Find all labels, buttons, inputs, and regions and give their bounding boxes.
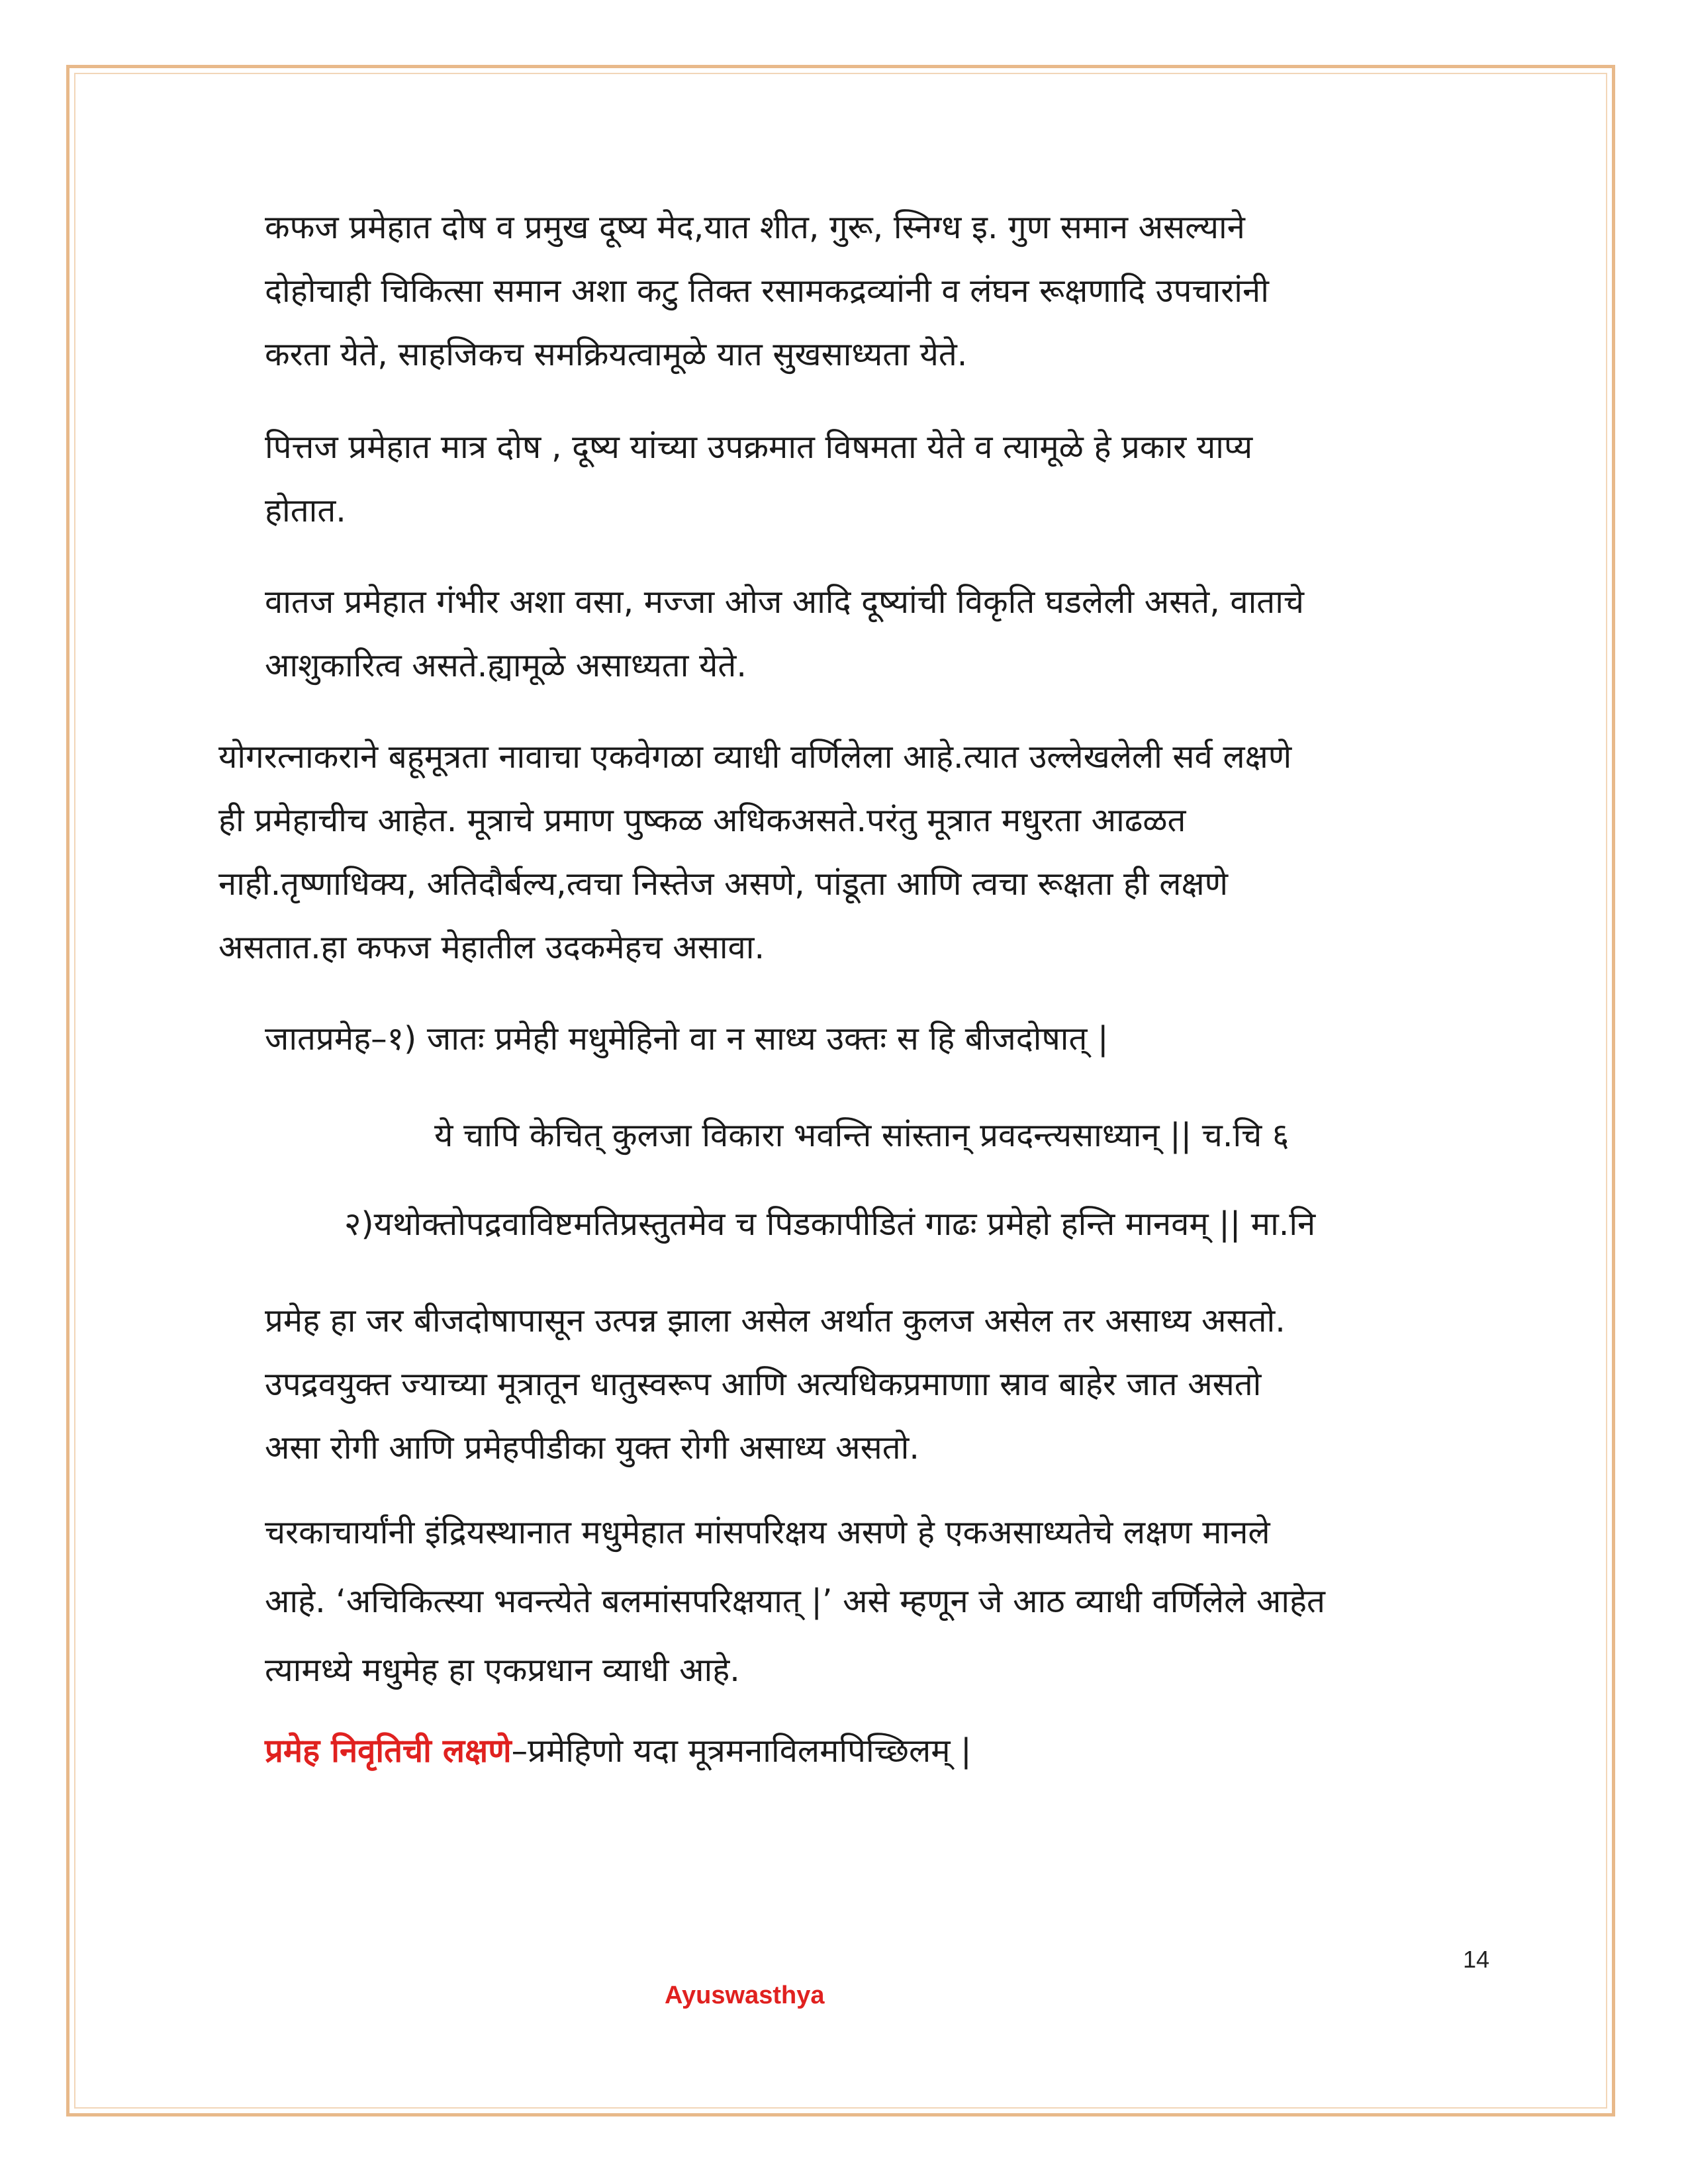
text-line: ही प्रमेहाचीच आहेत. मूत्राचे प्रमाण पुष्कळ अधिकअसते.परंतु मूत्रात मधुरता आढळत <box>218 801 1186 839</box>
paragraph-jataprameha-verse-1 <box>265 1007 1108 1071</box>
text-line: करता येते, साहजिकच समक्रियत्वामूळे यात सुखसाध्यता येते. <box>265 336 968 373</box>
text-line: असा रोगी आणि प्रमेहपीडीका युक्त रोगी असाध्य असतो. <box>265 1429 919 1467</box>
text-line: जातप्रमेह–१) जातः प्रमेही मधुमेहिनो वा न साध्य उक्तः स हि बीजदोषात् | <box>265 1020 1109 1058</box>
text-line: त्यामध्ये मधुमेह हा एकप्रधान व्याधी आहे. <box>265 1651 740 1689</box>
verse-madhava-nidana <box>344 1193 1315 1256</box>
verse-text: –प्रमेहिणो यदा मूत्रमनाविलमपिच्छिलम् | <box>511 1732 972 1770</box>
verse-charaka-chikitsa <box>434 1104 1289 1167</box>
page-number: 14 <box>1462 1946 1489 1973</box>
text-line: योगरत्नाकराने बहूमूत्रता नावाचा एकवेगळा व्याधी वर्णिलेला आहे.त्यात उल्लेखलेली सर्व लक्षणे <box>218 738 1292 776</box>
paragraph-charakacharya <box>265 1498 1325 1705</box>
paragraph-asadhya-prameha <box>265 1289 1286 1480</box>
text-line: उपद्रवयुक्त ज्याच्या मूत्रातून धातुस्वरूप आणि अत्यधिकप्रमाणाा स्राव बाहेर जात असतो <box>265 1365 1262 1403</box>
text-line: कफज प्रमेहात दोष व प्रमुख दूष्य मेद,यात शीत, गुरू, स्निग्ध इ. गुण समान असल्याने <box>265 208 1245 246</box>
text-line: नाही.तृष्णाधिक्य, अतिदौर्बल्य,त्वचा निस्तेज असणे, पांडूता आणि त्वचा रूक्षता ही लक्षणे <box>218 865 1229 903</box>
section-heading: प्रमेह निवृतिची लक्षणे <box>265 1732 512 1770</box>
text-line: प्रमेह हा जर बीजदोषापासून उत्पन्न झाला असेल अर्थात कुलज असेल तर असाध्य असतो. <box>265 1302 1286 1340</box>
text-line: चरकाचार्यांनी इंद्रियस्थानात मधुमेहात मांसपरिक्षय असणे हे एकअसाध्यतेचे लक्षण मानले <box>265 1514 1270 1551</box>
text-line: ये चापि केचित् कुलजा विकारा भवन्ति सांस्तान् प्रवदन्त्यसाध्यान् || च.चि ६ <box>434 1116 1289 1154</box>
paragraph-pittaja-prameha <box>265 416 1252 543</box>
text-line: वातज प्रमेहात गंभीर अशा वसा, मज्जा ओज आदि दूष्यांची विकृति घडलेली असते, वाताचे <box>265 583 1305 621</box>
paragraph-bahumutrata <box>218 725 1291 979</box>
paragraph-kaphaja-prameha <box>265 196 1269 387</box>
paragraph-vataja-prameha <box>265 570 1304 698</box>
text-line: आहे. ‘अचिकित्स्या भवन्त्येते बलमांसपरिक्षयात् |’ असे म्हणून जे आठ व्याधी वर्णिलेले आहेत <box>265 1582 1325 1620</box>
footer-brand: Ayuswasthya <box>665 1981 825 2009</box>
text-line: २)यथोक्तोपद्रवाविष्टमतिप्रस्तुतमेव च पिडकापीडितं गाढः प्रमेहो हन्ति मानवम् || मा.नि <box>344 1205 1316 1243</box>
text-line: असतात.हा कफज मेहातील उदकमेहच असावा. <box>218 929 765 966</box>
text-line: आशुकारित्व असते.ह्यामूळे असाध्यता येते. <box>265 647 747 684</box>
text-line: होतात. <box>265 492 346 529</box>
text-line: पित्तज प्रमेहात मात्र दोष , दूष्य यांच्या उपक्रमात विषमता येते व त्यामूळे हे प्रकार याप्य <box>265 428 1253 466</box>
text-line: दोहोचाही चिकित्सा समान अशा कटु तिक्त रसामकद्रव्यांनी व लंघन रूक्षणादि उपचारांनी <box>265 272 1269 310</box>
paragraph-prameha-nivritti <box>265 1719 972 1783</box>
